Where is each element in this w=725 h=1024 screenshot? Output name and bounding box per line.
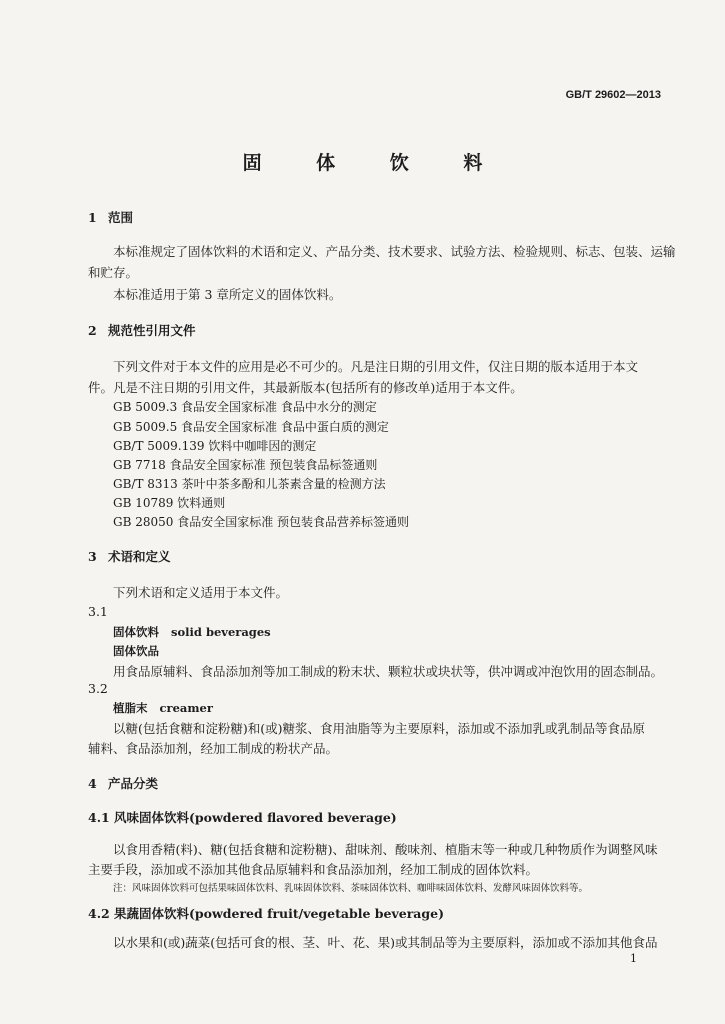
section-title: 术语和定义 (108, 549, 171, 564)
subsection-4-1-heading (88, 808, 397, 826)
reference-item: GB/T 5009.139 饮料中咖啡因的测定 (113, 439, 317, 453)
term-number: 3.2 (88, 681, 108, 696)
subsection-title: 果蔬固体饮料(powdered fruit/vegetable beverage) (114, 906, 444, 921)
term-en: creamer (159, 701, 213, 715)
section-number: 3 (88, 549, 97, 564)
paragraph: 主要手段，添加或不添加其他食品原辅料和食品添加剂，经加工制成的固体饮料。 (88, 862, 539, 877)
reference-item: GB 7718 食品安全国家标准 预包装食品标签通则 (113, 458, 378, 472)
paragraph: 件。凡是不注日期的引用文件，其最新版本(包括所有的修改单)适用于本文件。 (88, 380, 523, 395)
section-3-heading (88, 547, 171, 565)
paragraph: 以食用香精(料)、糖(包括食糖和淀粉糖)、甜味剂、酸味剂、植脂末等一种或几种物质作为调整风味 (113, 842, 658, 857)
section-title: 规范性引用文件 (108, 323, 196, 338)
section-1-heading (88, 208, 133, 226)
paragraph: 以水果和(或)蔬菜(包括可食的根、茎、叶、花、果)或其制品等为主要原料，添加或不添加其他食品 (113, 935, 658, 950)
reference-item: GB 10789 饮料通则 (113, 496, 226, 510)
paragraph: 和贮存。 (88, 265, 139, 280)
paragraph: 下列术语和定义适用于本文件。 (113, 585, 289, 600)
section-2-heading (88, 321, 196, 339)
reference-item: GB/T 8313 茶叶中茶多酚和儿茶素含量的检测方法 (113, 477, 386, 491)
subsection-number: 4.2 (88, 906, 110, 921)
document-title: 固 体 饮 料 (242, 152, 507, 174)
subsection-4-2-heading (88, 904, 444, 922)
term-en: solid beverages (171, 625, 271, 639)
standard-code: GB/T 29602—2013 (565, 89, 661, 101)
reference-item: GB 5009.3 食品安全国家标准 食品中水分的测定 (113, 400, 377, 414)
term-definition: 辅料、食品添加剂，经加工制成的粉状产品。 (88, 741, 339, 756)
section-number: 2 (88, 323, 97, 338)
term-alt: 固体饮品 (113, 644, 159, 658)
term-zh: 固体饮料 (113, 625, 159, 639)
section-title: 范围 (108, 210, 134, 225)
subsection-title: 风味固体饮料(powdered flavored beverage) (114, 810, 397, 825)
reference-item: GB 5009.5 食品安全国家标准 食品中蛋白质的测定 (113, 420, 389, 434)
section-number: 1 (88, 210, 97, 225)
term-title (113, 700, 213, 716)
paragraph: 本标准适用于第 3 章所定义的固体饮料。 (113, 287, 342, 302)
term-definition: 用食品原辅料、食品添加剂等加工制成的粉末状、颗粒状或块状等，供冲调或冲泡饮用的固态制品。 (113, 664, 664, 679)
term-definition: 以糖(包括食糖和淀粉糖)和(或)糖浆、食用油脂等为主要原料，添加或不添加乳或乳制品等食品原 (113, 721, 646, 736)
term-number: 3.1 (88, 604, 108, 619)
paragraph: 本标准规定了固体饮料的术语和定义、产品分类、技术要求、试验方法、检验规则、标志、包装、运输 (113, 244, 676, 259)
section-number: 4 (88, 776, 97, 791)
term-title (113, 624, 271, 640)
subsection-number: 4.1 (88, 810, 110, 825)
page-number: 1 (630, 952, 637, 965)
paragraph: 下列文件对于本文件的应用是必不可少的。凡是注日期的引用文件，仅注日期的版本适用于本文 (113, 359, 639, 374)
section-title: 产品分类 (108, 776, 159, 791)
note: 注：风味固体饮料可包括果味固体饮料、乳味固体饮料、茶味固体饮料、咖啡味固体饮料、发酵风味固体饮料等。 (113, 883, 589, 894)
section-4-heading (88, 774, 158, 792)
term-zh: 植脂末 (113, 701, 148, 715)
reference-item: GB 28050 食品安全国家标准 预包装食品营养标签通则 (113, 515, 410, 529)
